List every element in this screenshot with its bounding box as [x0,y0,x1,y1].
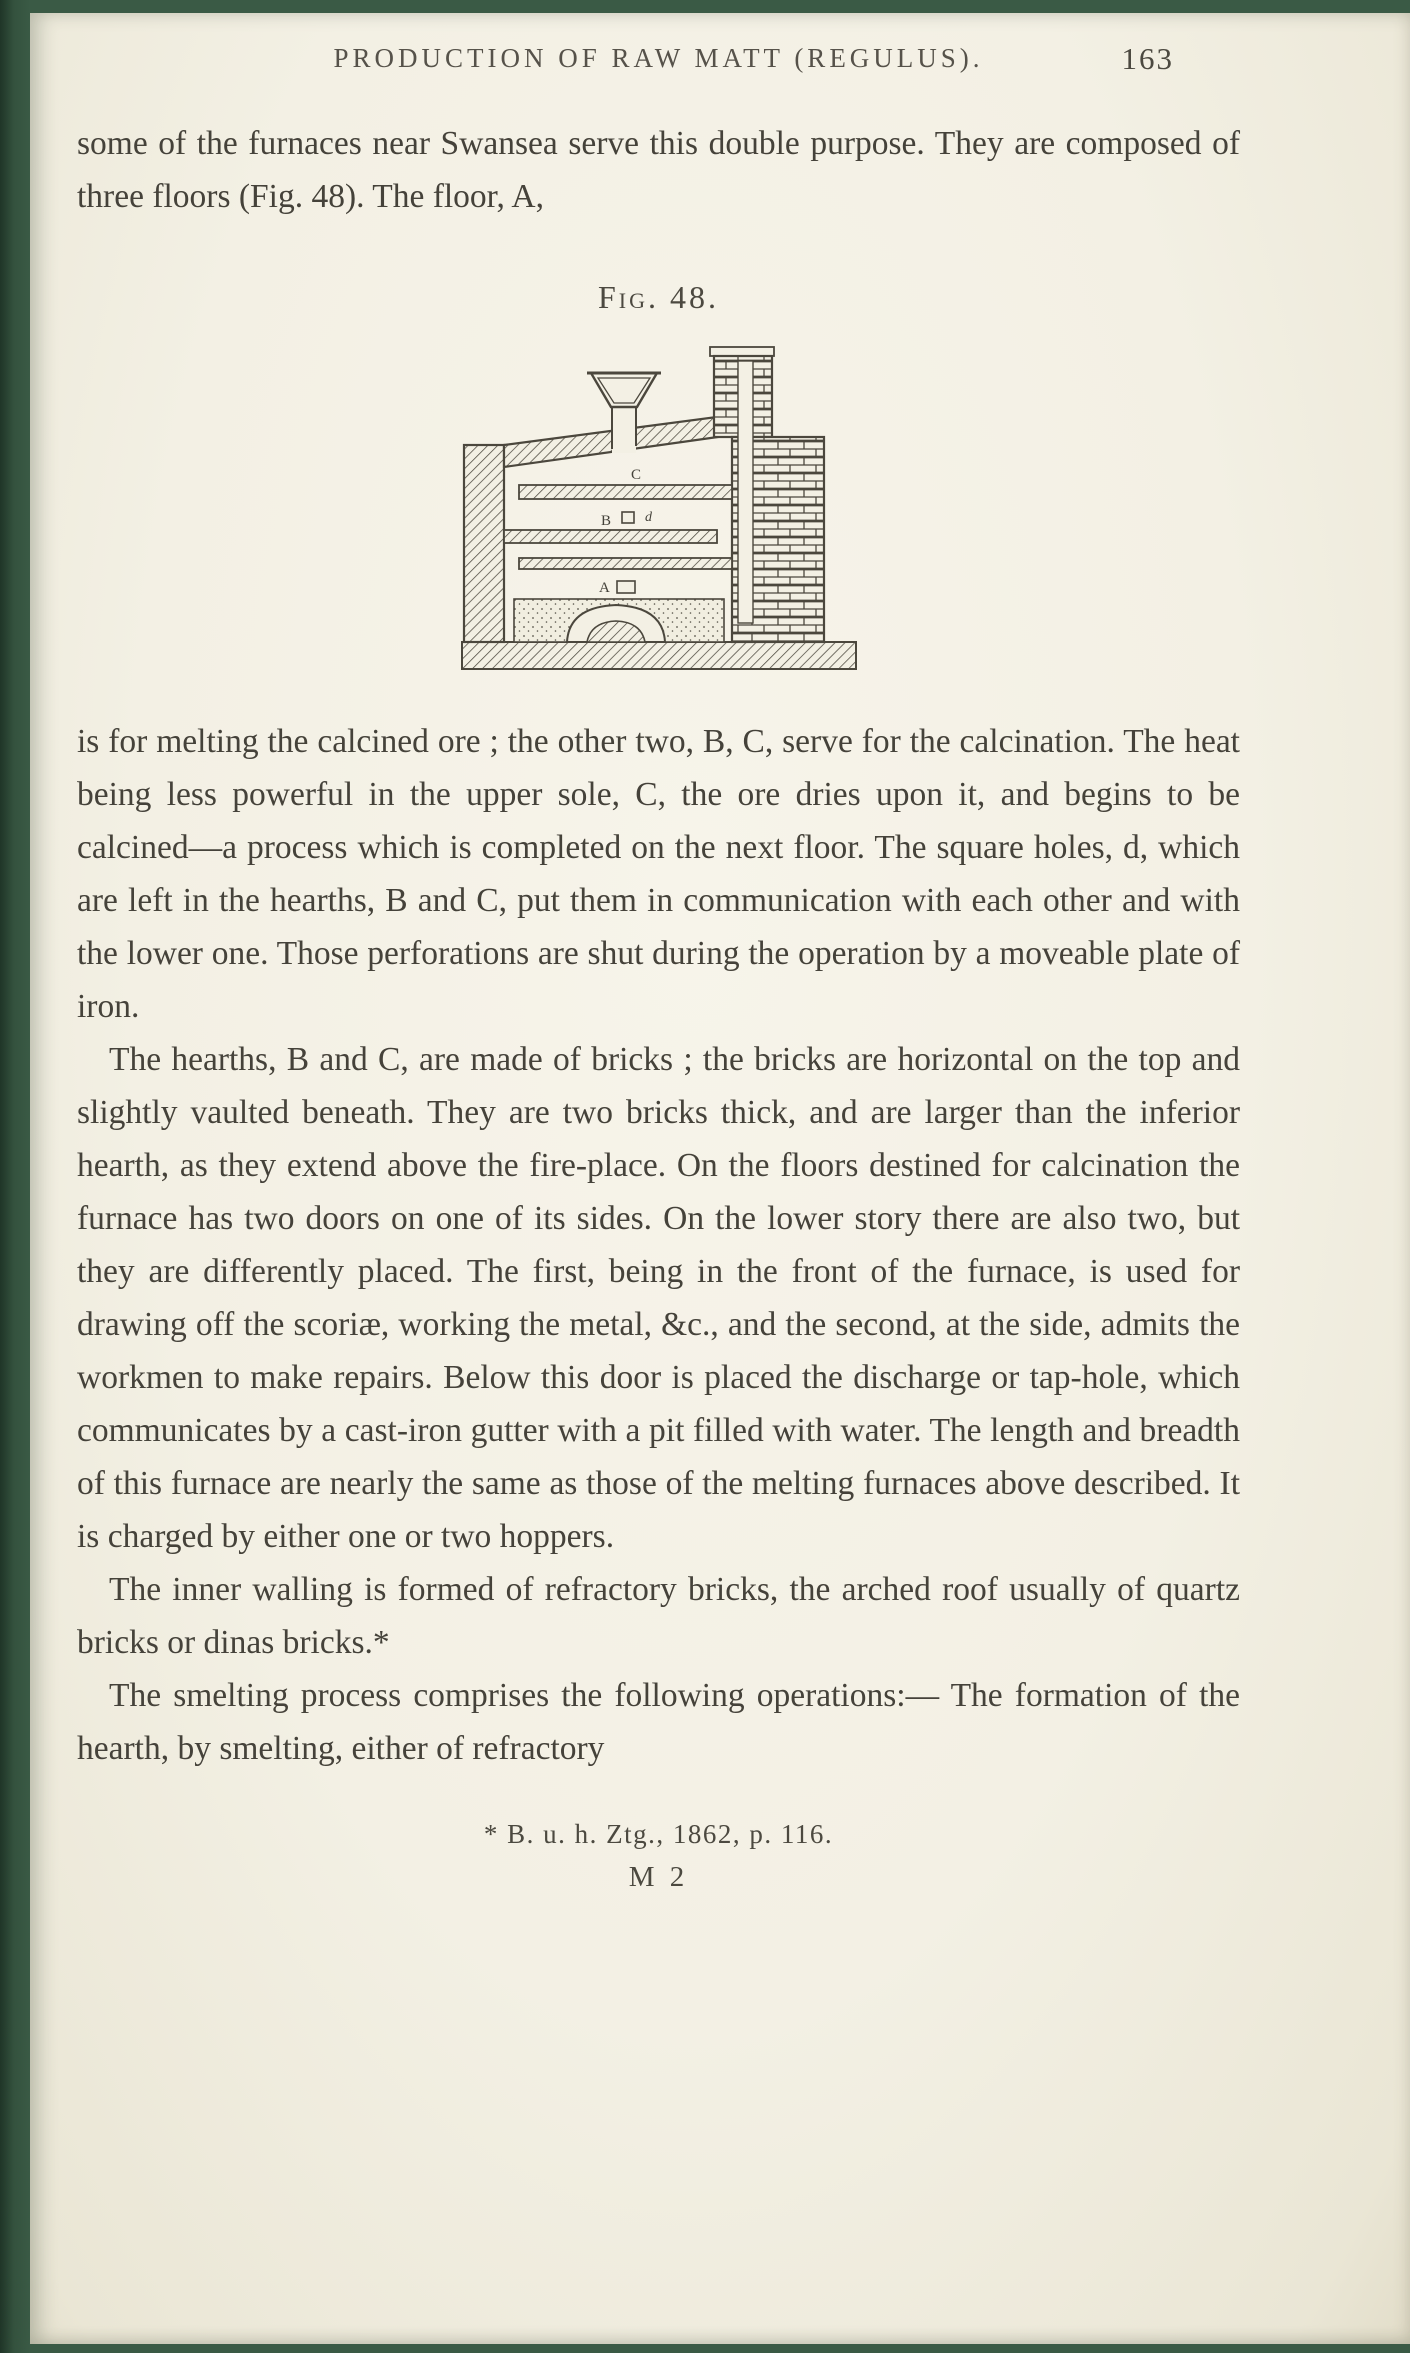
chimney-flue [738,361,753,623]
paragraph-intro: some of the furnaces near Swansea serve this double purpose. They are composed of three floors (Fig. 48). The floor, A, [77,125,1240,215]
page-header [77,43,1240,83]
hopper-throat [612,407,636,453]
figure-label-c: C [630,467,641,483]
book-page [30,13,1410,2344]
chimney-cap [710,347,774,356]
hearth-sole-c [519,485,732,499]
furnace-diagram [459,345,859,677]
figure-48 [459,345,859,677]
hole-d-square [622,512,634,523]
paragraph-2: The hearths, B and C, are made of bricks ; the bricks are horizontal on the top and slightly vaulted beneath. They are two bricks thick, and are larger than the inferior hearth, as they extend above the fire-place. On the floors destined for calcination the furnace has two doors on one of its sides. On the lower story there are also two, but they are differently placed. The first, being in the front of the furnace, is used for drawing off the scoriæ, working the metal, &c., and the second, at the side, admits the workmen to make repairs. Below this door is placed the discharge or tap-hole, which communicates by a cast-iron gutter with a pit filled with water. The length and breadth of this furnace are nearly the same as those of the melting furnaces above described. It is charged by either one or two hoppers. [77,1041,1240,1555]
page-number: 163 [1121,41,1174,76]
paragraph-4: The smelting process comprises the following operations:— The formation of the hearth, by smelting, either of refractory [77,1677,1240,1767]
figure-caption: Fig. 48. [597,279,719,315]
ground-base [462,642,856,669]
paragraph-3: The inner walling is formed of refractory bricks, the arched roof usually of quartz bricks or dinas bricks.* [77,1571,1240,1661]
hole-a-square [617,581,635,593]
printers-signature: M 2 [628,1861,689,1893]
figure-label-b: B [600,513,611,529]
paragraph-1: is for melting the calcined ore ; the other two, B, C, serve for the calcination. The heat being less powerful in the upper sole, C, the ore dries upon it, and begins to be calcined—a process which is completed on the next floor. The square holes, d, which are left in the hearths, B and C, put them in communication with each other and with the lower one. Those perforations are shut during the operation by a moveable plate of iron. [77,723,1240,1025]
running-title: PRODUCTION OF RAW MATT (REGULUS). [333,43,984,73]
furnace-left-wall [464,445,504,642]
figure-label-d: d [644,510,652,525]
footnote: * B. u. h. Ztg., 1862, p. 116. [483,1819,834,1849]
hearth-sole-lower [519,558,732,569]
hearth-sole-b [504,530,717,543]
figure-label-a: A [598,580,610,596]
